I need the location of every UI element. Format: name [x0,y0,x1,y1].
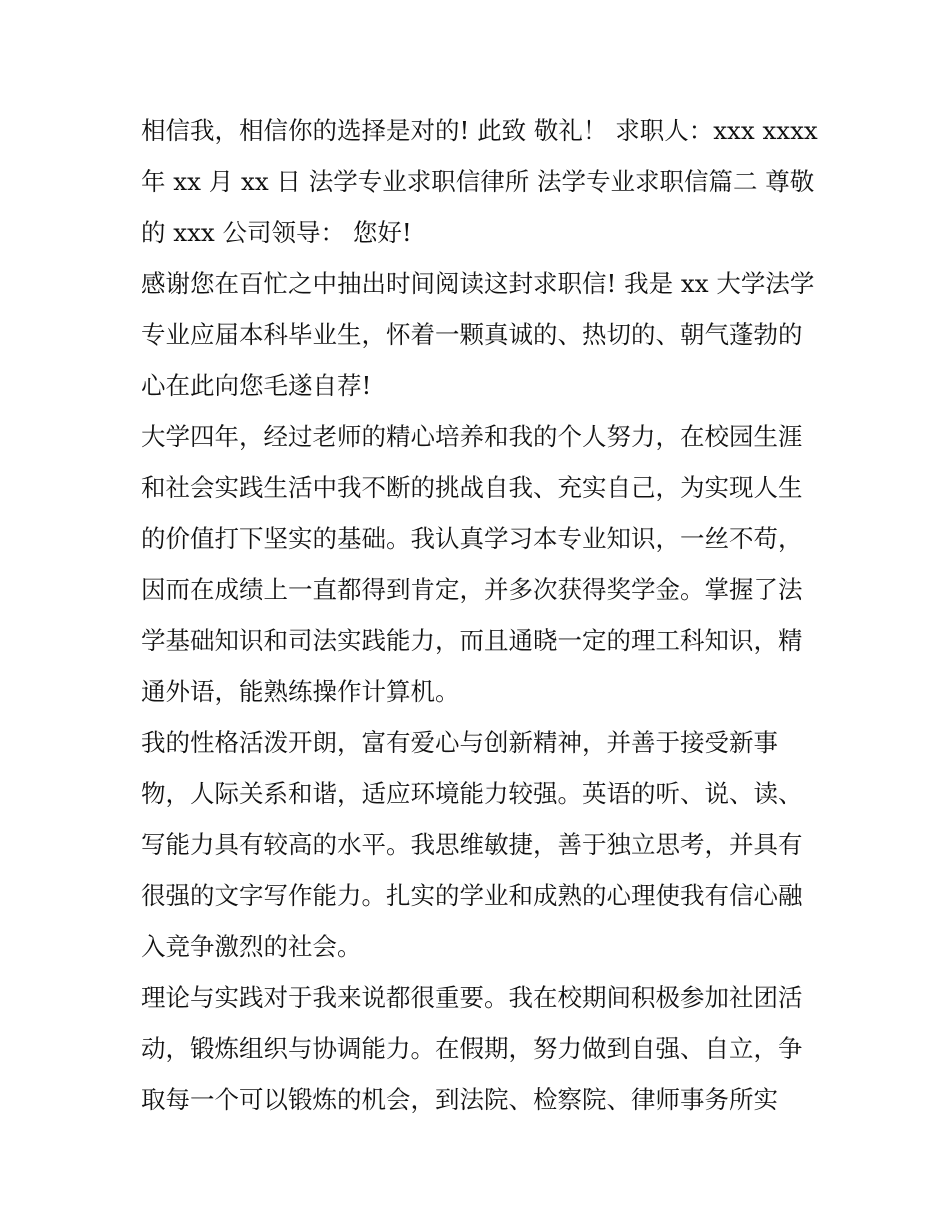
text-line: 理论与实践对于我来说都很重要。我在校期间积极参加社团活 [141,983,803,1012]
paragraph-practice [141,972,821,1125]
text-line: 取每一个可以锻炼的机会，到法院、检察院、律师事务所实 [141,1085,778,1114]
text-line: 很强的文字写作能力。扎实的学业和成熟的心理使我有信心融 [141,881,803,910]
text-line: 专业应届本科毕业生，怀着一颗真诚的、热切的、朝气蓬勃的 [141,320,803,349]
text-line: 因而在成绩上一直都得到肯定，并多次获得奖学金。掌握了法 [141,575,803,604]
text-line: 我的性格活泼开朗，富有爱心与创新精神，并善于接受新事 [141,728,778,757]
text-line: 大学四年，经过老师的精心培养和我的个人努力，在校园生涯 [141,422,803,451]
paragraph-introduction [141,258,821,411]
paragraph-education [141,411,821,717]
text-line: 的价值打下坚实的基础。我认真学习本专业知识，一丝不苟， [141,524,803,553]
letter-body [141,105,821,1125]
text-line: 学基础知识和司法实践能力，而且通晓一定的理工科知识，精 [141,626,803,655]
paragraph-closing-and-greeting [141,105,821,258]
text-line: 动，锻炼组织与协调能力。在假期，努力做到自强、自立，争 [141,1034,803,1063]
text-line: 写能力具有较高的水平。我思维敏捷，善于独立思考，并具有 [141,830,803,859]
text-line: 年 xx 月 xx 日 法学专业求职信律所 法学专业求职信篇二 尊敬 [141,167,815,196]
text-line: 的 xxx 公司领导： 您好! [141,218,412,247]
text-line: 心在此向您毛遂自荐! [141,371,372,400]
text-line: 相信我，相信你的选择是对的! 此致 敬礼！ 求职人：xxx xxxx [141,116,818,145]
text-line: 感谢您在百忙之中抽出时间阅读这封求职信! 我是 xx 大学法学 [141,269,815,298]
paragraph-personality [141,717,821,972]
text-line: 物，人际关系和谐，适应环境能力较强。英语的听、说、读、 [141,779,803,808]
text-line: 和社会实践生活中我不断的挑战自我、充实自己，为实现人生 [141,473,803,502]
text-line: 入竞争激烈的社会。 [141,932,362,961]
text-line: 通外语，能熟练操作计算机。 [141,677,460,706]
